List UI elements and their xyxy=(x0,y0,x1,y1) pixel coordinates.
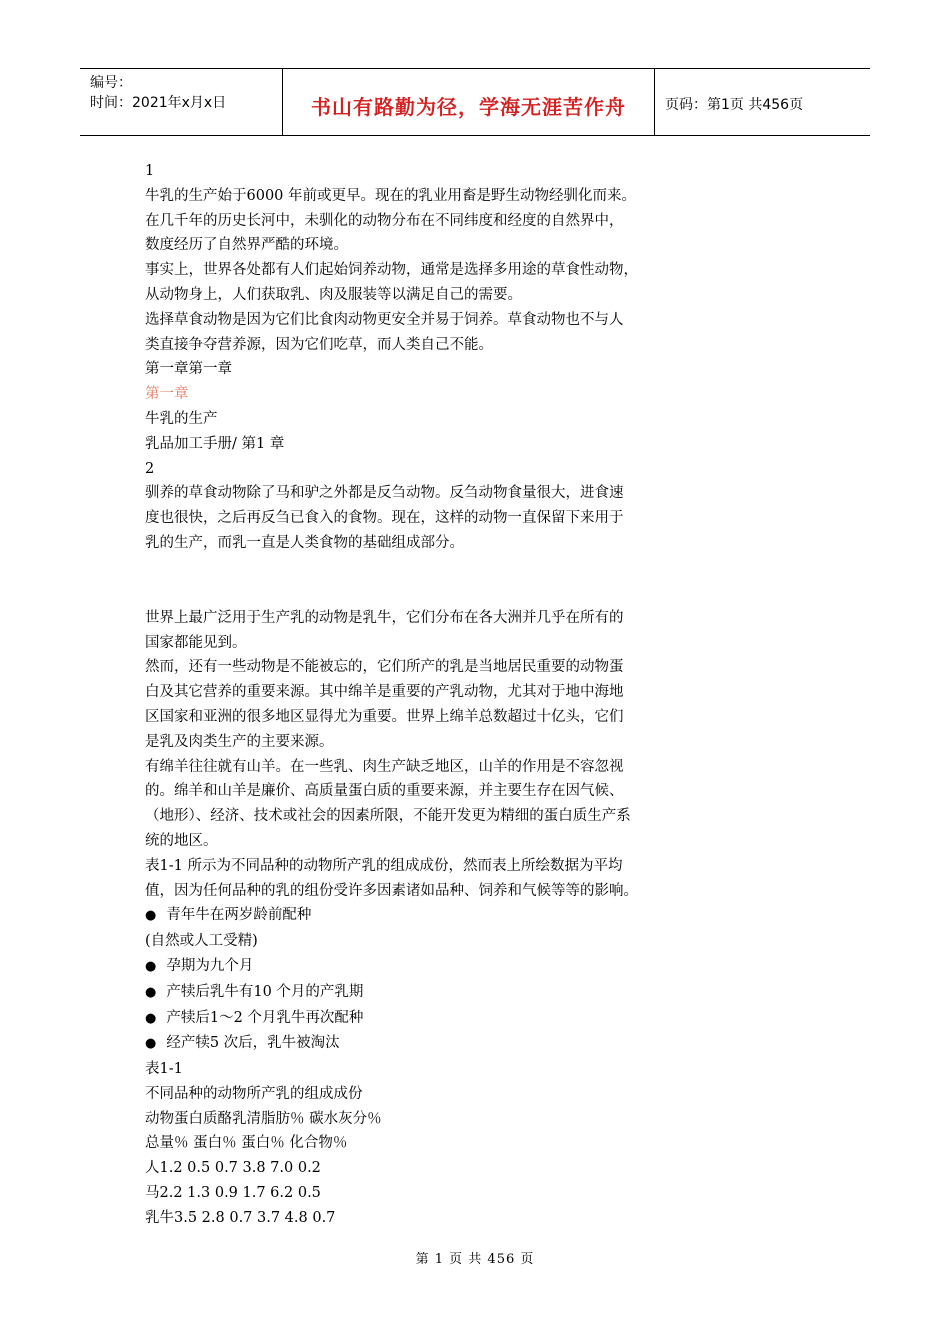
text-line: 乳的生产，而乳一直是人类食物的基础组成部分。 xyxy=(145,534,464,551)
text-line: 驯养的草食动物除了马和驴之外都是反刍动物。反刍动物食量很大，进食速 xyxy=(145,485,624,502)
bullet-item: ● 产犊后乳牛有10 个月的产乳期 xyxy=(145,980,725,1006)
text-line: 2 xyxy=(145,460,155,477)
text-line: 在几千年的历史长河中，未驯化的动物分布在不同纬度和经度的自然界中， xyxy=(145,212,624,229)
text-line: 区国家和亚洲的很多地区显得尤为重要。世界上绵羊总数超过十亿头，它们 xyxy=(145,708,624,725)
bullet-item: ● 经产犊5 次后，乳牛被淘汰 xyxy=(145,1031,725,1057)
date-label: 时间：2021年x月x日 xyxy=(90,95,227,111)
table-title: 不同品种的动物所产乳的组成成份 xyxy=(145,1085,363,1102)
text-line: 有绵羊往往就有山羊。在一些乳、肉生产缺乏地区，山羊的作用是不容忽视 xyxy=(145,758,624,775)
page-footer: 第 1 页 共 456 页 xyxy=(415,1252,535,1267)
text-line: 然而，还有一些动物是不能被忘的，它们所产的乳是当地居民重要的动物蛋 xyxy=(145,659,624,676)
text-line: （地形）、经济、技术或社会的因素所限，不能开发更为精细的蛋白质生产系 xyxy=(145,808,631,825)
text-line: 世界上最广泛用于生产乳的动物是乳牛，它们分布在各大洲并几乎在所有的 xyxy=(145,609,624,626)
bullet-item: ● 青年牛在两岁龄前配种 xyxy=(145,903,725,929)
header-meta-cell xyxy=(80,69,283,135)
text-line: 表1-1 所示为不同品种的动物所产乳的组成成份，然而表上所绘数据为平均 xyxy=(145,857,623,874)
table-caption: 表1-1 xyxy=(145,1061,183,1078)
header-motto-cell xyxy=(283,69,655,135)
document-body xyxy=(145,159,725,1231)
table-row: 马2.2 1.3 0.9 1.7 6.2 0.5 xyxy=(145,1185,321,1202)
page-header xyxy=(80,68,870,136)
text-line: 事实上，世界各处都有人们起始饲养动物，通常是选择多用途的草食性动物， xyxy=(145,262,638,279)
text-line: 白及其它营养的重要来源。其中绵羊是重要的产乳动物，尤其对于地中海地 xyxy=(145,684,624,701)
text-line: 牛乳的生产始于6000 年前或更早。现在的乳业用畜是野生动物经驯化而来。 xyxy=(145,187,637,204)
text-line: 是乳及肉类生产的主要来源。 xyxy=(145,733,334,750)
text-line: 数度经历了自然界严酷的环境。 xyxy=(145,237,348,254)
chapter-heading: 第一章 xyxy=(145,386,189,403)
header-page-cell xyxy=(655,69,870,135)
text-line: 度也很快，之后再反刍已食入的食物。现在，这样的动物一直保留下来用于 xyxy=(145,510,624,527)
text-line: 从动物身上，人们获取乳、肉及服装等以满足自己的需要。 xyxy=(145,286,522,303)
text-line: 乳品加工手册/ 第1 章 xyxy=(145,435,285,452)
text-line: 国家都能见到。 xyxy=(145,634,247,651)
text-line: 值，因为任何品种的乳的组份受许多因素诸如品种、饲养和气候等等的影响。 xyxy=(145,882,638,899)
number-label: 编号： xyxy=(90,75,132,91)
table-header-row: 动物蛋白质酪乳清脂肪％ 碳水灰分％ xyxy=(145,1110,382,1127)
text-line: 第一章第一章 xyxy=(145,361,232,378)
table-header-row: 总量％ 蛋白％ 蛋白％ 化合物％ xyxy=(145,1135,348,1152)
bullet-item: ● 产犊后1～2 个月乳牛再次配种 xyxy=(145,1006,725,1032)
motto-text: 书山有路勤为径，学海无涯苦作舟 xyxy=(311,94,626,119)
text-line: 牛乳的生产 xyxy=(145,410,218,427)
text-line: 类直接争夺营养源，因为它们吃草，而人类自己不能。 xyxy=(145,336,493,353)
table-row: 乳牛3.5 2.8 0.7 3.7 4.8 0.7 xyxy=(145,1209,336,1226)
page-number-label: 页码：第1页 共456页 xyxy=(665,97,804,113)
text-line: 的。绵羊和山羊是廉价、高质量蛋白质的重要来源，并主要生存在因气候、 xyxy=(145,783,624,800)
table-row: 人1.2 0.5 0.7 3.8 7.0 0.2 xyxy=(145,1160,321,1177)
text-line: 选择草食动物是因为它们比食肉动物更安全并易于饲养。草食动物也不与人 xyxy=(145,311,624,328)
text-line: (自然或人工受精) xyxy=(145,933,258,950)
text-line: 统的地区。 xyxy=(145,832,218,849)
bullet-item: ● 孕期为九个月 xyxy=(145,954,725,980)
text-line: 1 xyxy=(145,163,155,179)
paragraph-gap xyxy=(145,556,725,606)
